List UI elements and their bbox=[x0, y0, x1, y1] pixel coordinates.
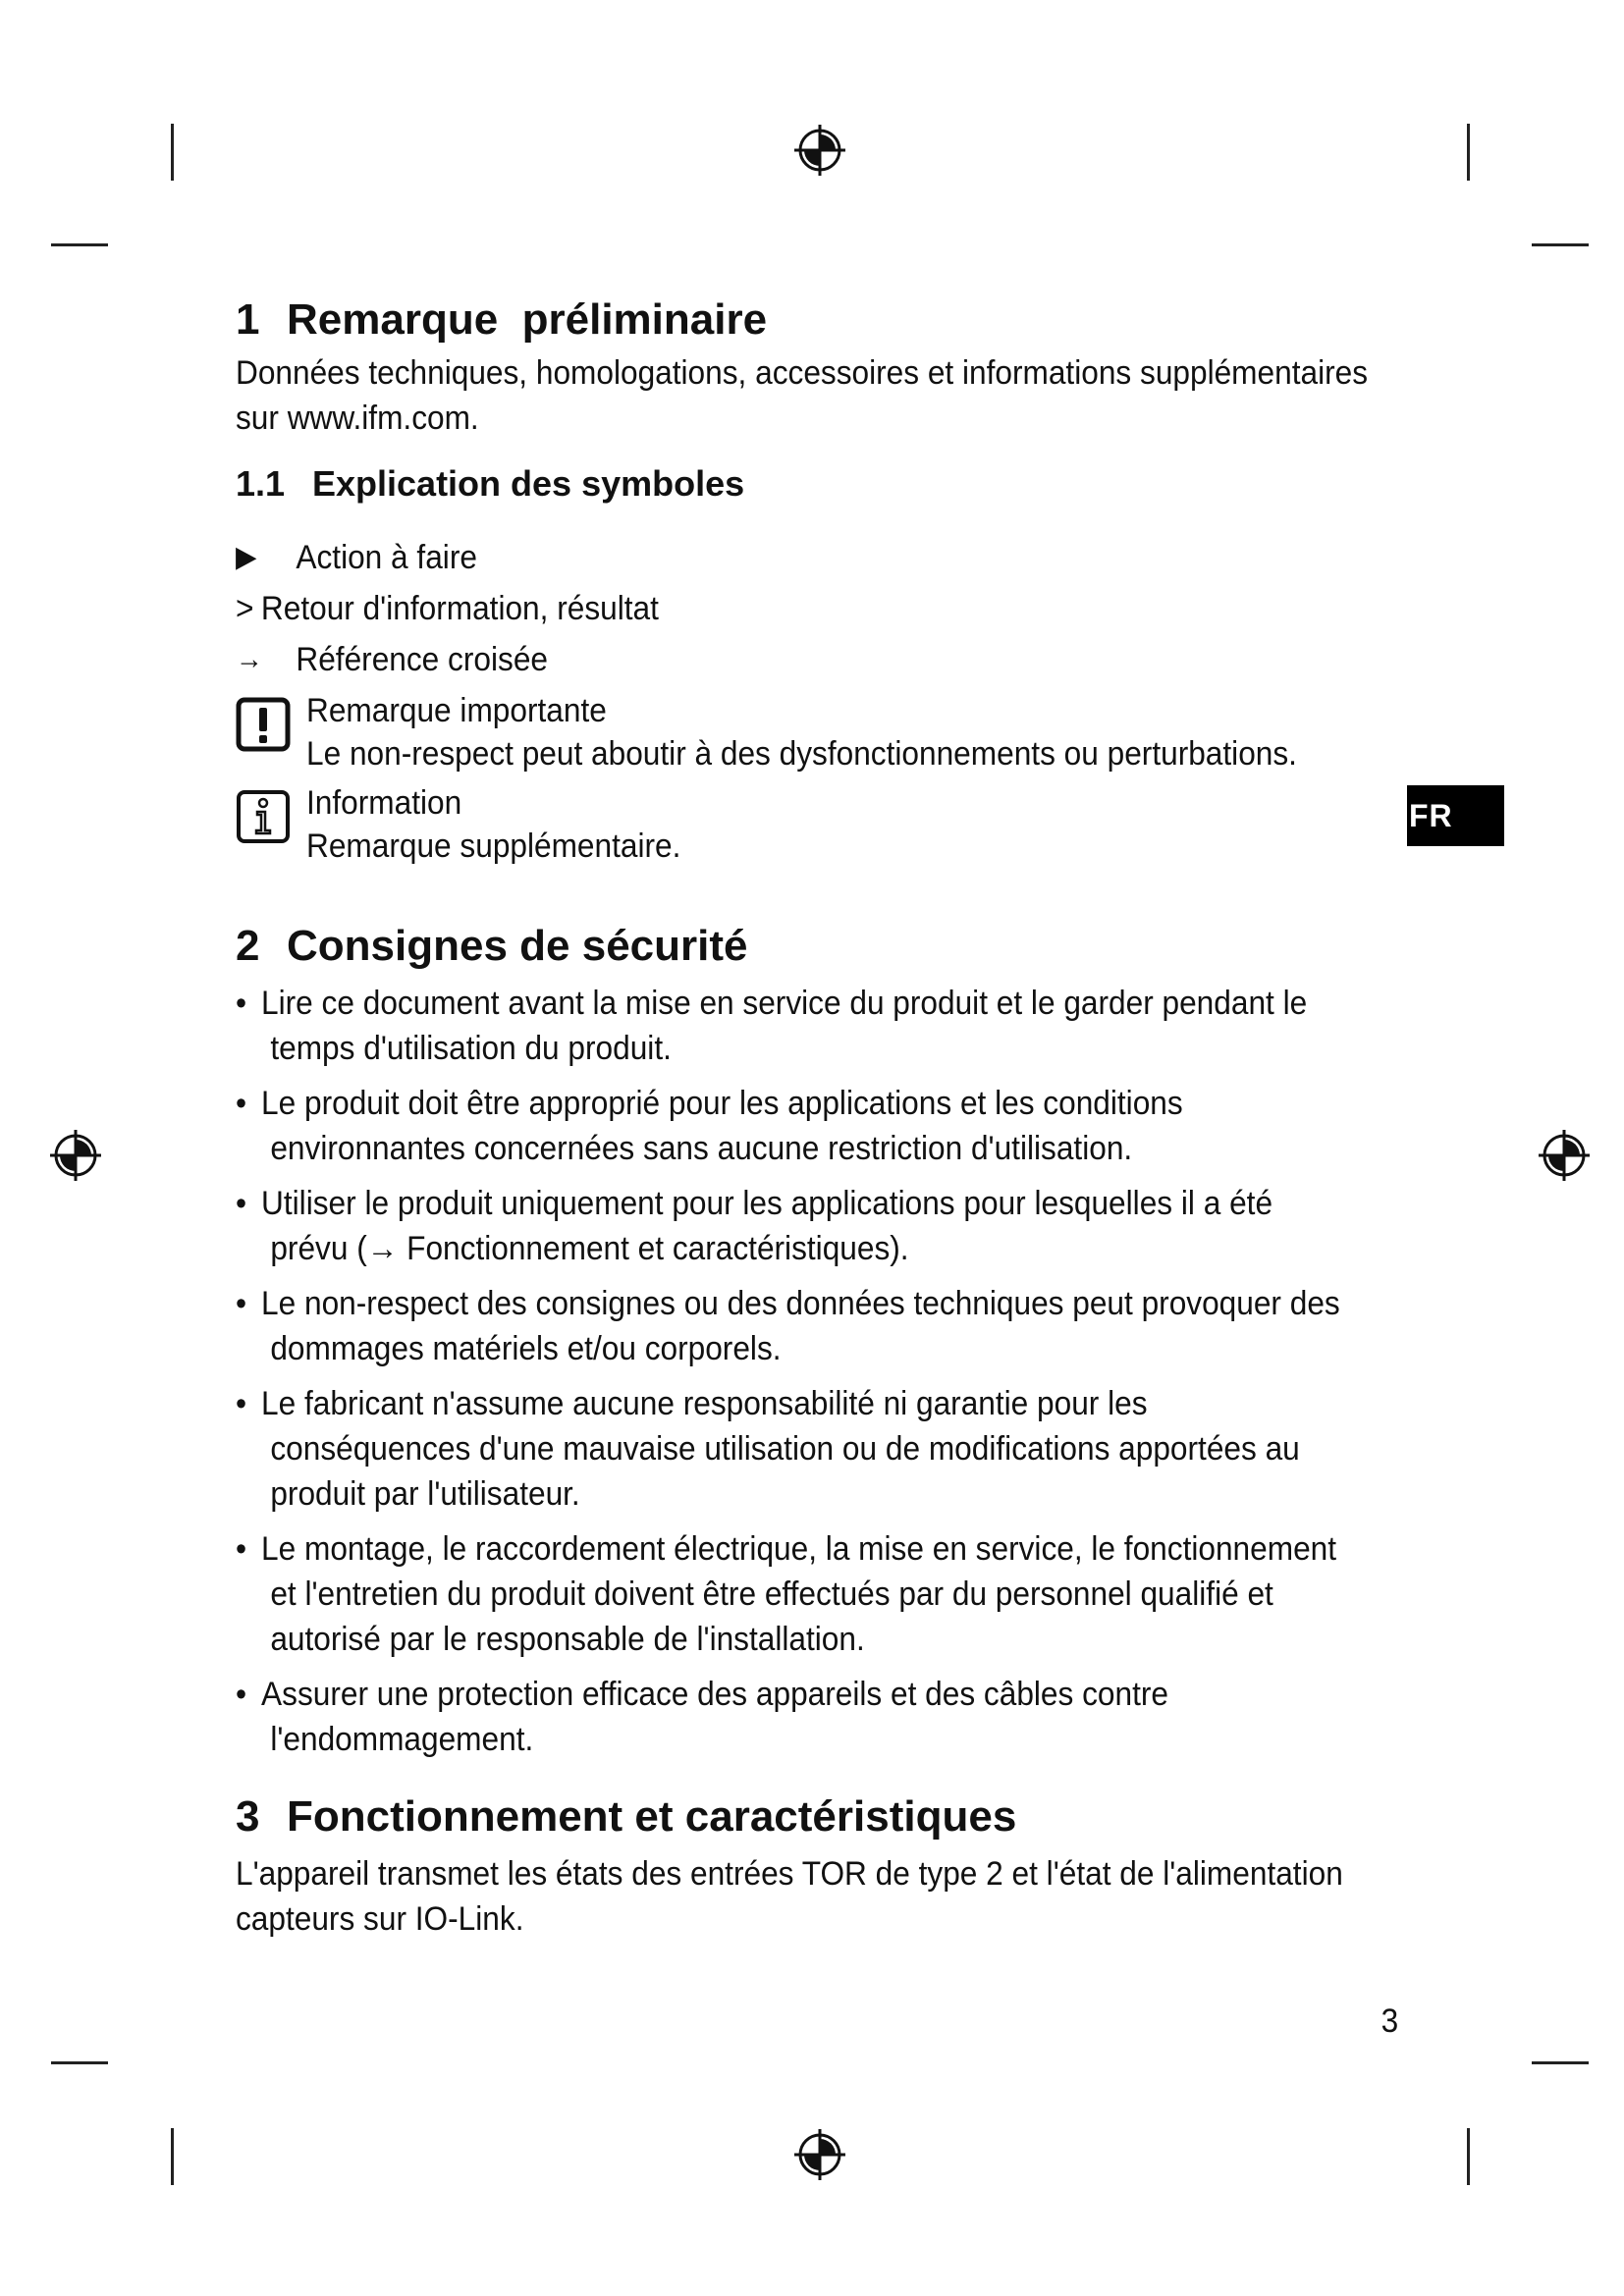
list-item-line: environnantes concernées sans aucune restriction d'utilisation. bbox=[270, 1129, 1133, 1167]
registration-mark-left-icon bbox=[49, 1129, 102, 1182]
list-item-line: Assurer une protection efficace des appareils et des câbles contre bbox=[261, 1675, 1169, 1713]
list-item-line: Le montage, le raccordement électrique, la mise en service, le fonctionnement bbox=[261, 1529, 1337, 1568]
symbol-label: Référence croisée bbox=[296, 640, 548, 678]
bullet-icon: • bbox=[236, 1284, 247, 1322]
symbol-row-crossref bbox=[236, 634, 1331, 685]
list-item bbox=[236, 1526, 1439, 1662]
note-icon-wrap bbox=[236, 781, 306, 849]
list-item bbox=[236, 981, 1439, 1071]
crop-mark-bottom-right bbox=[1467, 2128, 1470, 2185]
section-1-1-title: Explication des symboles bbox=[312, 462, 745, 504]
symbol-label: Retour d'information, résultat bbox=[260, 589, 659, 627]
list-item bbox=[236, 1281, 1439, 1371]
note-important-text bbox=[306, 689, 1336, 775]
section-3-number: 3 bbox=[236, 1791, 260, 1841]
list-item-line: Le produit doit être approprié pour les applications et les conditions bbox=[261, 1084, 1183, 1122]
list-item-line: Lire ce document avant la mise en service du produit et le garder pendant le bbox=[261, 984, 1308, 1022]
crop-mark-top-right bbox=[1467, 124, 1470, 181]
section-1-intro bbox=[236, 350, 1414, 441]
section-3-line: L'appareil transmet les états des entrées TOR de type 2 et l'état de l'alimentation bbox=[236, 1854, 1343, 1893]
list-item-line: Le fabricant n'assume aucune responsabilité ni garantie pour les bbox=[261, 1384, 1148, 1422]
list-item-line: temps d'utilisation du produit. bbox=[270, 1029, 672, 1067]
page-content bbox=[236, 294, 1414, 1942]
section-1-heading bbox=[236, 294, 1414, 347]
crop-mark-left-upper bbox=[51, 243, 108, 246]
list-item bbox=[236, 1672, 1439, 1762]
section-1-1-heading bbox=[236, 462, 1414, 505]
information-box-icon bbox=[236, 789, 291, 844]
crop-mark-right-lower bbox=[1532, 2061, 1589, 2064]
intro-line: sur www.ifm.com. bbox=[236, 399, 479, 437]
note-information bbox=[236, 781, 1414, 868]
note-body: Remarque supplémentaire. bbox=[306, 827, 681, 865]
note-title: Information bbox=[306, 783, 462, 822]
bullet-icon: • bbox=[236, 1084, 247, 1122]
symbol-label: Action à faire bbox=[296, 538, 477, 576]
bullet-icon: • bbox=[236, 1384, 247, 1422]
safety-list bbox=[236, 981, 1414, 1762]
section-3-title: Fonctionnement et caractéristiques bbox=[287, 1791, 1017, 1841]
list-item-line: Le non-respect des consignes ou des données techniques peut provoquer des bbox=[261, 1284, 1340, 1322]
list-item bbox=[236, 1381, 1439, 1517]
note-title: Remarque importante bbox=[306, 691, 607, 729]
note-body: Le non-respect peut aboutir à des dysfonctionnements ou perturbations. bbox=[306, 734, 1297, 773]
list-item-line: produit par l'utilisateur. bbox=[270, 1474, 580, 1513]
section-3-text bbox=[236, 1851, 1414, 1942]
greater-than-icon: > bbox=[236, 589, 254, 627]
list-item-line: Utiliser le produit uniquement pour les applications pour lesquelles il a été bbox=[261, 1184, 1273, 1222]
section-3-heading bbox=[236, 1791, 1414, 1843]
list-item bbox=[236, 1081, 1439, 1171]
section-3-line: capteurs sur IO-Link. bbox=[236, 1899, 524, 1938]
note-important bbox=[236, 689, 1414, 775]
symbol-row-action bbox=[236, 532, 1331, 583]
bullet-icon: • bbox=[236, 1529, 247, 1568]
crop-mark-right-upper bbox=[1532, 243, 1589, 246]
list-item-line: dommages matériels et/ou corporels. bbox=[270, 1329, 782, 1367]
bullet-icon: • bbox=[236, 1184, 247, 1222]
bullet-icon: • bbox=[236, 984, 247, 1022]
page-number: 3 bbox=[1380, 2002, 1399, 2040]
symbol-list bbox=[236, 532, 1414, 685]
note-information-text bbox=[306, 781, 1336, 868]
crop-mark-bottom-left bbox=[171, 2128, 174, 2185]
right-arrow-icon: → bbox=[236, 642, 263, 675]
bullet-icon: • bbox=[236, 1675, 247, 1713]
list-item-line: autorisé par le responsable de l'installation. bbox=[270, 1620, 865, 1658]
registration-mark-right-icon bbox=[1538, 1129, 1591, 1182]
section-1-number: 1 bbox=[236, 295, 260, 344]
crop-mark-left-lower bbox=[51, 2061, 108, 2064]
intro-line: Données techniques, homologations, accessoires et informations supplémentaires bbox=[236, 353, 1369, 392]
play-arrow-icon: ▶ bbox=[236, 540, 257, 573]
section-1-title: Remarque préliminaire bbox=[287, 295, 768, 344]
list-item-line: prévu (→ Fonctionnement et caractéristiques). bbox=[270, 1229, 909, 1267]
symbol-row-result bbox=[236, 583, 1331, 634]
language-tab: FR bbox=[1407, 785, 1504, 846]
section-1-1-number: 1.1 bbox=[236, 462, 286, 504]
section-2-heading bbox=[236, 921, 1414, 973]
list-item-line: et l'entretien du produit doivent être effectués par du personnel qualifié et bbox=[270, 1575, 1273, 1613]
list-item bbox=[236, 1181, 1439, 1271]
section-2-number: 2 bbox=[236, 921, 260, 970]
list-item-line: conséquences d'une mauvaise utilisation ou de modifications apportées au bbox=[270, 1429, 1300, 1468]
exclamation-box-icon bbox=[236, 697, 291, 752]
list-item-line: l'endommagement. bbox=[270, 1720, 534, 1758]
registration-mark-top-icon bbox=[793, 124, 846, 177]
crop-mark-top-left bbox=[171, 124, 174, 181]
registration-mark-bottom-icon bbox=[793, 2128, 846, 2181]
section-2-title: Consignes de sécurité bbox=[287, 921, 748, 970]
note-icon-wrap bbox=[236, 689, 306, 757]
